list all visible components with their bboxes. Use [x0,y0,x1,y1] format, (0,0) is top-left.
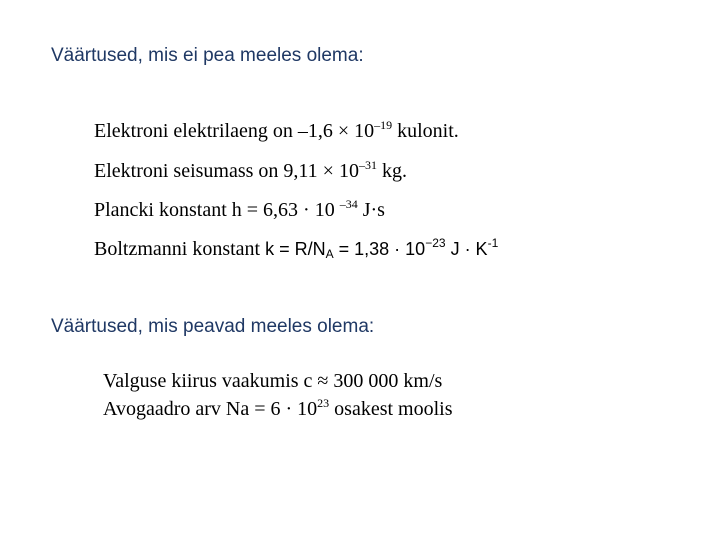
section-heading-required-values: Väärtused, mis peavad meeles olema: [51,316,375,337]
avogadro-text: Avogaadro arv Na = 6 · 10 [103,398,318,420]
electron-charge-text: Elektroni elektrilaeng on –1,6 × 10 [94,120,375,142]
electron-mass-exponent: –31 [358,158,377,172]
section-heading-optional-values: Väärtused, mis ei pea meeles olema: [51,45,364,66]
electron-charge-unit: kulonit. [392,120,459,142]
electron-mass-unit: kg. [376,160,407,182]
planck-constant-unit: J·s [357,199,385,221]
boltzmann-formula-b: = 1,38 · 10 [333,239,426,259]
planck-constant-text: Plancki konstant h = 6,63 · 10 [94,199,340,221]
electron-charge-line [94,120,459,143]
boltzmann-formula-c: J · K [445,239,488,259]
light-speed-text: Valguse kiirus vaakumis c ≈ 300 000 km/s [103,370,443,392]
boltzmann-subscript: A [325,247,334,261]
avogadro-unit: osakest moolis [329,398,453,420]
light-speed-line [103,370,442,393]
electron-mass-line [94,160,407,183]
electron-mass-text: Elektroni seisumass on 9,11 × 10 [94,160,359,182]
boltzmann-formula-a: k = R/N [265,239,326,259]
electron-charge-exponent: –19 [374,118,393,132]
avogadro-line [103,398,453,421]
boltzmann-exponent: −23 [425,236,446,250]
boltzmann-constant-line [94,238,498,261]
boltzmann-exponent-2: -1 [487,236,499,250]
boltzmann-constant-text: Boltzmanni konstant [94,238,266,260]
planck-constant-line [94,199,385,222]
planck-constant-exponent: –34 [339,197,358,211]
avogadro-exponent: 23 [317,396,330,410]
